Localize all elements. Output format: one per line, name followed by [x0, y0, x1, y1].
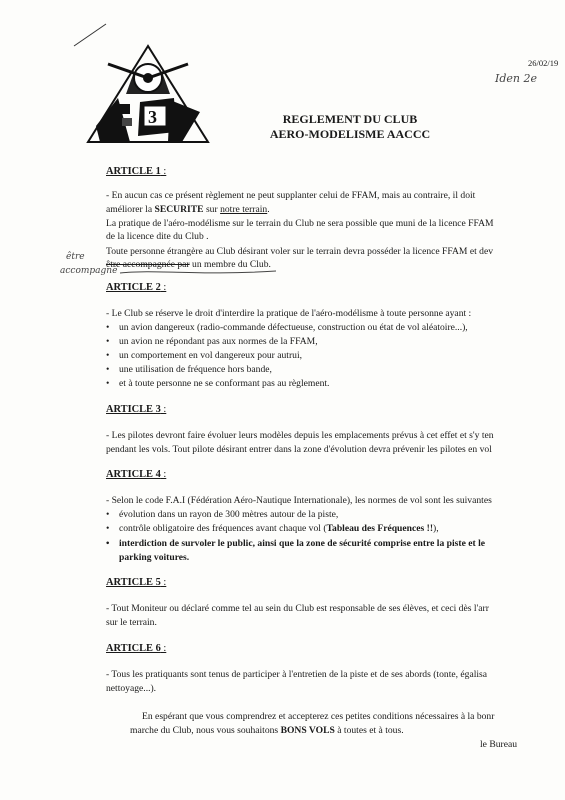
closing-line-2: marche du Club, nous vous souhaitons BONS VOLS à toutes et à tous.: [130, 725, 404, 736]
article-1-line-1: - En aucun cas ce présent règlement ne peut supplanter celui de FFAM, mais au contraire, il doit: [106, 190, 476, 201]
handwritten-margin-note-1: être: [66, 252, 85, 262]
article-2-intro: - Le Club se réserve le droit d'interdire la pratique de l'aéro-modélisme à toute personne ayant :: [106, 308, 472, 319]
article-4-bullet-2: • contrôle obligatoire des fréquences avant chaque vol (Tableau des Fréquences !!),: [106, 523, 439, 534]
article-1-line-6: être accompagnée par un membre du Club.: [106, 259, 271, 270]
article-1-line-3: La pratique de l'aéro-modélisme sur le terrain du Club ne sera possible que muni de la licence FFAM: [106, 218, 494, 229]
handwritten-header-note: Iden 2e: [495, 72, 537, 85]
svg-text:3: 3: [148, 107, 157, 127]
article-6-line-1: - Tous les pratiquants sont tenus de participer à l'entretien de la piste et de ses abords (tonte, égalisa: [106, 669, 488, 680]
article-6-line-2: nettoyage...).: [106, 683, 157, 694]
article-2-heading: ARTICLE 2 :: [106, 282, 167, 293]
title-line-2: AERO-MODELISME AACCC: [269, 127, 431, 141]
article-5-heading: ARTICLE 5 :: [106, 577, 167, 588]
article-2-bullet-1: • un avion dangereux (radio-commande défectueuse, construction ou état de vol aléatoire...),: [106, 322, 468, 333]
article-1-heading: ARTICLE 1 :: [106, 166, 167, 177]
signature: le Bureau: [480, 739, 518, 750]
title-line-1: REGLEMENT DU CLUB: [282, 112, 418, 126]
article-6-heading: ARTICLE 6 :: [106, 643, 167, 654]
article-4-bullet-3: • interdiction de survoler le public, ainsi que la zone de sécurité comprise entre la piste et le: [106, 538, 486, 549]
article-2-bullet-4: • une utilisation de fréquence hors bande,: [106, 364, 272, 375]
article-4-heading: ARTICLE 4 :: [106, 469, 167, 480]
article-2-bullet-2: • un avion ne répondant pas aux normes de la FFAM,: [106, 336, 318, 347]
article-1-line-5: Toute personne étrangère au Club désirant voler sur le terrain devra posséder la licence FFAM et dev: [106, 246, 494, 257]
article-4-bullet-1: • évolution dans un rayon de 300 mètres autour de la piste,: [106, 509, 339, 520]
article-3-heading: ARTICLE 3 :: [106, 404, 167, 415]
closing-line-1: En espérant que vous comprendrez et accepterez ces petites conditions nécessaires à la bonr: [142, 711, 495, 722]
club-logo: [78, 42, 218, 150]
handwritten-strike-scribble: [118, 266, 278, 278]
article-2-bullet-3: • un comportement en vol dangereux pour autrui,: [106, 350, 303, 361]
article-5-line-1: - Tout Moniteur ou déclaré comme tel au sein du Club est responsable de ses élèves, et ceci dès l'arr: [106, 603, 489, 614]
handwritten-margin-note-2: accompagné: [60, 266, 118, 276]
article-3-line-1: - Les pilotes devront faire évoluer leurs modèles depuis les emplacements prévus à cet effet et s'y ten: [106, 430, 494, 441]
article-1-line-2: améliorer la SECURITE sur notre terrain.: [106, 204, 270, 215]
page-title: [240, 112, 460, 142]
article-1-line-4: de la licence dite du Club .: [106, 231, 209, 242]
article-5-line-2: sur le terrain.: [106, 617, 157, 628]
article-4-intro: - Selon le code F.A.I (Fédération Aéro-Nautique Internationale), les normes de vol sont les suivantes: [106, 495, 492, 506]
article-2-bullet-5: • et à toute personne ne se conformant pas au règlement.: [106, 378, 330, 389]
document-date: 26/02/19: [528, 58, 559, 68]
article-4-bullet-3-continued: parking voitures.: [119, 552, 190, 563]
article-3-line-2: pendant les vols. Tout pilote désirant entrer dans la zone d'évolution devra prévenir les pilotes en vol: [106, 444, 492, 455]
